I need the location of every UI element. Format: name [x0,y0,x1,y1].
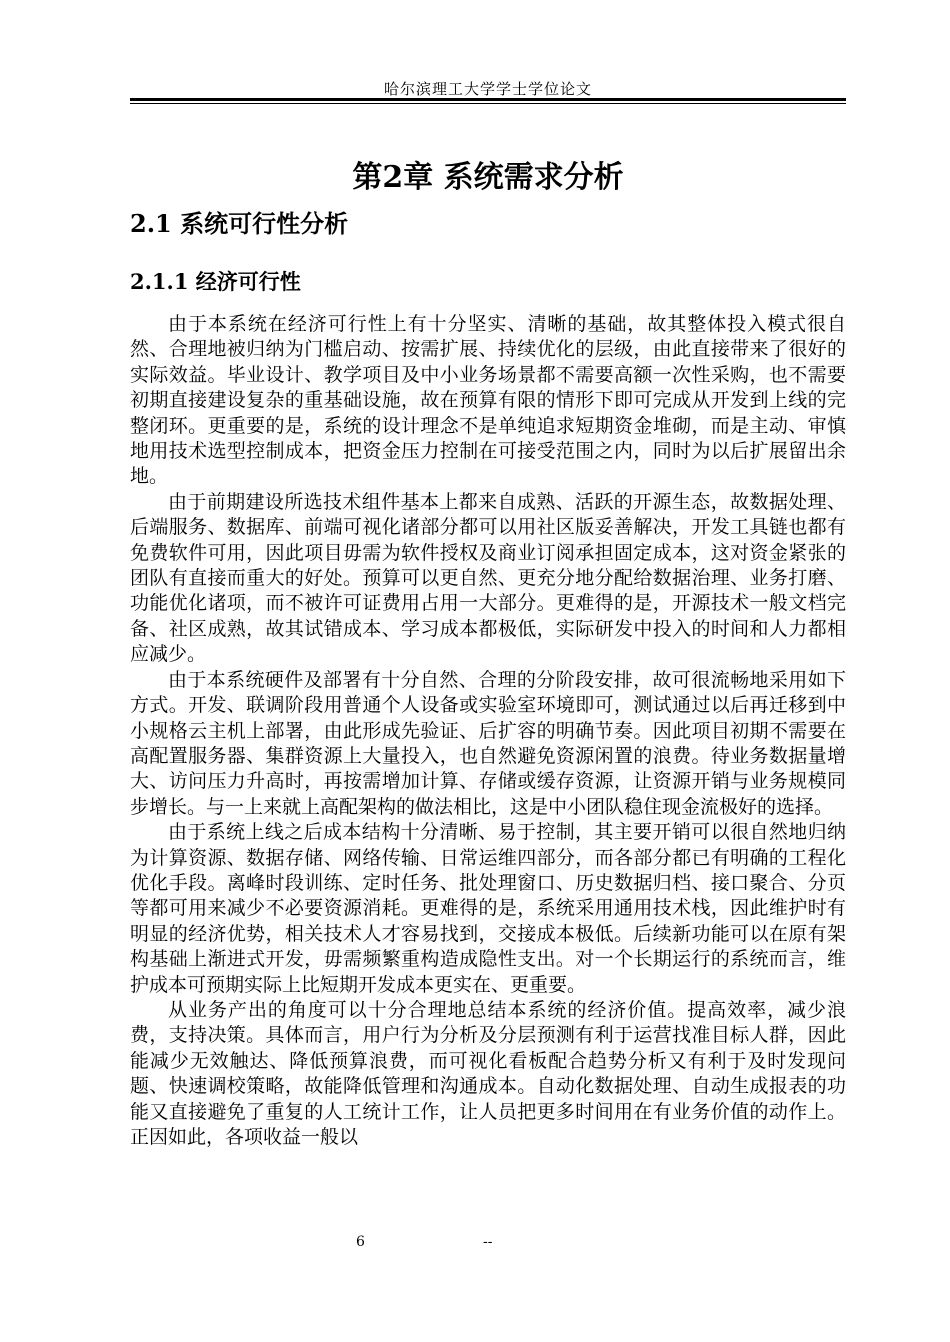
header-title: 哈尔滨理工大学学士学位论文 [383,80,592,98]
paragraph-5: 从业务产出的角度可以十分合理地总结本系统的经济价值。提高效率，减少浪费，支持决策。具体而言，用户行为分析及分层预测有利于运营找准目标人群，因此能减少无效触达、降低预算浪费，而可视化看板配合趋势分析又有利于及时发现问题、快速调校策略，故能降低管理和沟通成本。自动化数据处理、自动生成报表的功能又直接避免了重复的人工统计工作，让人员把更多时间用在有业务价值的动作上。正因如此，各项收益一般以 [130,998,846,1148]
page-number: 6 [356,1234,365,1250]
paragraph-4: 由于系统上线之后成本结构十分清晰、易于控制，其主要开销可以很自然地归纳为计算资源、数据存储、网络传输、日常运维四部分，而各部分都已有明确的工程化优化手段。离峰时段训练、定时任务、批处理窗口、历史数据归档、接口聚合、分页等都可用来减少不必要资源消耗。更难得的是，系统采用通用技术栈，因此维护时有明显的经济优势，相关技术人才容易找到，交接成本极低。后续新功能可以在原有架构基础上渐进式开发，毋需频繁重构造成隐性支出。对一个长期运行的系统而言，维护成本可预期实际上比短期开发成本更实在、更重要。 [130,821,846,996]
paragraph-1: 由于本系统在经济可行性上有十分坚实、清晰的基础，故其整体投入模式很自然、合理地被归纳为门槛启动、按需扩展、持续优化的层级，由此直接带来了很好的实际效益。毕业设计、教学项目及中小业务场景都不需要高额一次性采购，也不需要初期直接建设复杂的重基础设施，故在预算有限的情形下即可完成从开发到上线的完整闭环。更重要的是，系统的设计理念不是单纯追求短期资金堆砌，而是主动、审慎地用技术选型控制成本，把资金压力控制在可接受范围之内，同时为以后扩展留出余地。 [130,313,846,488]
header-rule-thin [130,103,846,104]
header-rule-thick [130,98,846,101]
subsection-title: 2.1.1 经济可行性 [130,269,301,294]
body-text [130,312,846,1150]
paragraph-3: 由于本系统硬件及部署有十分自然、合理的分阶段安排，故可很流畅地采用如下方式。开发、联调阶段用普通个人设备或实验室环境即可，测试通过以后再迁移到中小规格云主机上部署，由此形成先验证、后扩容的明确节奏。因此项目初期不需要在高配置服务器、集群资源上大量投入，也自然避免资源闲置的浪费。待业务数据量增大、访问压力升高时，再按需增加计算、存储或缓存资源，让资源开销与业务规模同步增长。与一上来就上高配架构的做法相比，这是中小团队稳住现金流极好的选择。 [130,668,846,818]
page-dashes: -- [483,1234,493,1250]
section-title: 2.1 系统可行性分析 [130,209,349,238]
chapter-title: 第2章 系统需求分析 [352,160,624,195]
paragraph-2: 由于前期建设所选技术组件基本上都来自成熟、活跃的开源生态，故数据处理、后端服务、数据库、前端可视化诸部分都可以用社区版妥善解决，开发工具链也都有免费软件可用，因此项目毋需为软件授权及商业订阅承担固定成本，这对资金紧张的团队有直接而重大的好处。预算可以更自然、更充分地分配给数据治理、业务打磨、功能优化诸项，而不被许可证费用占用一大部分。更难得的是，开源技术一般文档完备、社区成熟，故其试错成本、学习成本都极低，实际研发中投入的时间和人力都相应减少。 [130,490,846,666]
